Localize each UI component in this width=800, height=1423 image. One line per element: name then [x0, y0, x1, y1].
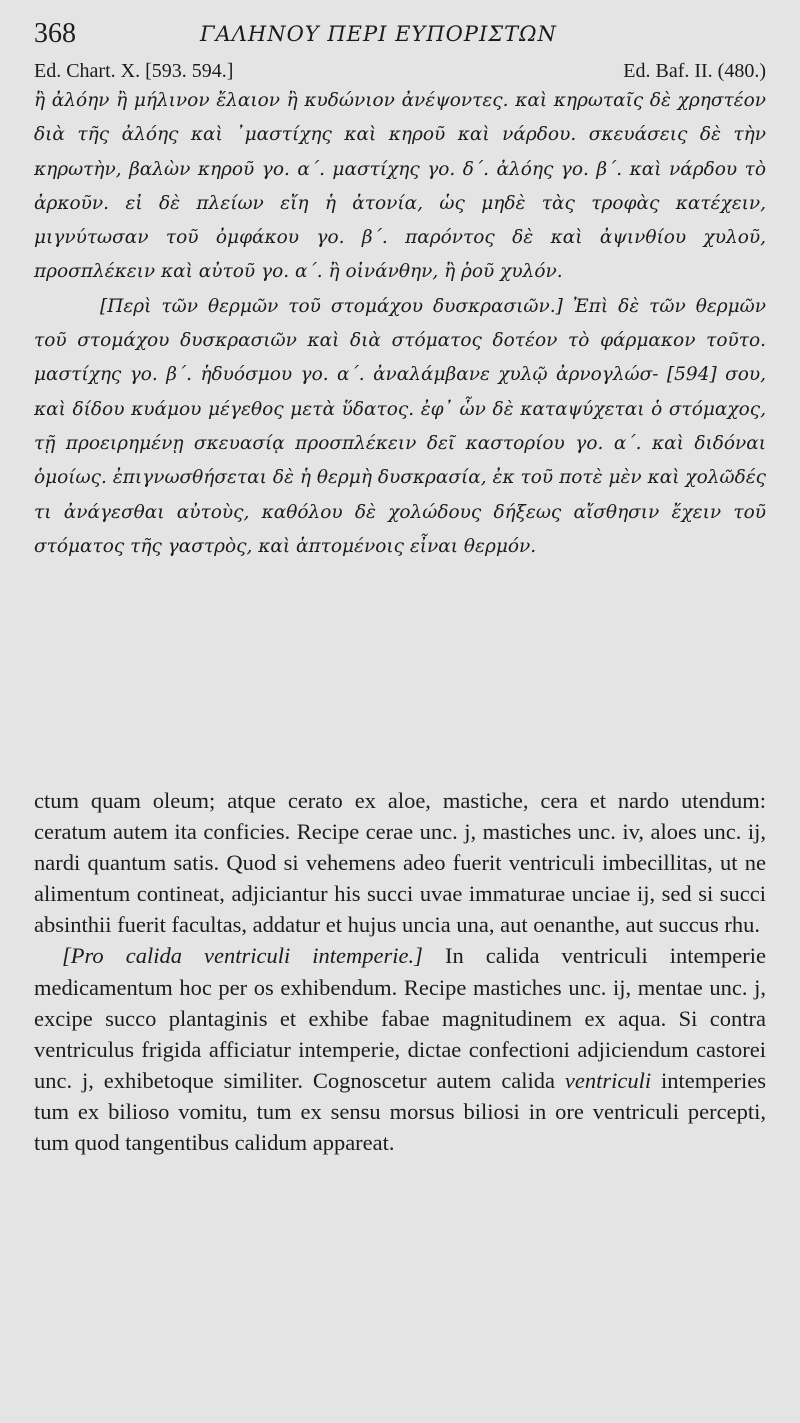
running-title: ΓΑΛΗΝΟΥ ΠΕΡΙ ΕΥΠΟΡΙΣΤΩΝ: [200, 22, 557, 46]
latin-text-block: [34, 785, 766, 1158]
edition-chartier-ref: Ed. Chart. X. [593. 594.]: [34, 60, 234, 82]
greek-section-heading: [Περὶ τῶν θερμῶν τοῦ στομάχου δυσκρασιῶν.]: [100, 295, 563, 317]
edition-basel-ref: Ed. Baf. II. (480.): [623, 60, 766, 82]
greek-paragraph-2: [34, 290, 766, 564]
greek-paragraph-1: ἢ ἀλόην ἢ μήλινον ἔλαιον ἢ κυδώνιον ἀνέψοντες. καὶ κηρωταῖς δὲ χρηστέον διὰ τῆς ἀλόης καὶ ᾿μαστίχης καὶ κηροῦ καὶ νάρδου. σκευάσεις δὲ τὴν κηρωτὴν, βαλὼν κηροῦ γο. α΄. μαστίχης γο. δ΄. ἀλόης γο. β΄. καὶ νάρδου τὸ ἀρκοῦν. εἰ δὲ πλείων εἴη ἡ ἀτονία, ὡς μηδὲ τὰς τροφὰς κατέχειν, μιγνύτωσαν τοῦ ὀμφάκου γο. β΄. παρόντος δὲ καὶ ἀψινθίου χυλοῦ, προσπλέκειν καὶ αὐτοῦ γο. α΄. ἢ οἰνάνθην, ἢ ῥοῦ χυλόν.: [34, 90, 766, 283]
latin-paragraph-2-text-b: intemperies tum ex bilioso vomitu, tum ex sensu morsus biliosi in ore ventriculi percepti, tum quod tangentibus calidum appareat.: [34, 1067, 767, 1156]
latin-section-heading: [Pro calida ventriculi intemperie.]: [62, 943, 423, 969]
greek-paragraph-2-text: Ἐπὶ δὲ τῶν θερμῶν τοῦ στομάχου δυσκρασιῶν καὶ διὰ στόματος δοτέον τὸ φάρμακον τοῦτο. μαστίχης γο. β΄. ἡδυόσμου γο. α΄. ἀναλάμβανε χυλῷ ἀρνογλώσ- [594] σου, καὶ δίδου κυάμου μέγεθος μετὰ ὕδατος. ἐφ᾿ ὧν δὲ καταψύχεται ὁ στόμαχος, τῇ προειρημένῃ σκευασίᾳ προσπλέκειν δεῖ καστορίου γο. α΄. καὶ διδόναι ὁμοίως. ἐπιγνωσθήσεται δὲ ἡ θερμὴ δυσκρασία, ἐκ τοῦ ποτὲ μὲν καὶ χολῶδές τι ἀνάγεσθαι αὐτοὺς, καθόλου δὲ χολώδους δήξεως αἴσθησιν ἔχειν τοῦ στόματος τῆς γαστρὸς, καὶ ἁπτομένοις εἶναι θερμόν.: [34, 295, 767, 557]
latin-paragraph-2-text-a: In calida ventriculi intemperie medicamentum hoc per os exhibendum. Recipe mastiches unc. ij, mentae unc. j, excipe succo plantaginis et exhibe fabae magnitudinem ex aqua. Si contra ventriculus frigida afficiatur intemperie, dictae confectioni adjiciendum castorei unc. j, exhibetoque similiter. Cognoscetur autem calida: [34, 943, 767, 1093]
latin-paragraph-2: [34, 940, 766, 1158]
page-header: [34, 18, 768, 50]
latin-italic-word: ventriculi: [564, 1067, 652, 1093]
latin-paragraph-1: ctum quam oleum; atque cerato ex aloe, mastiche, cera et nardo utendum: ceratum autem ita conficies. Recipe cerae unc. j, mastiches unc. iv, aloes unc. ij, nardi quantum satis. Quod si vehemens adeo fuerit ventriculi imbecillitas, ut ne alimentum contineat, adjiciantur his succi uvae immaturae unciae ij, sed si succi absinthii fuerit facultas, addatur et hujus uncia una, aut oenanthe, aut succus rhu.: [34, 788, 766, 938]
greek-text-block: [34, 84, 766, 564]
page-number: 368: [34, 18, 76, 49]
